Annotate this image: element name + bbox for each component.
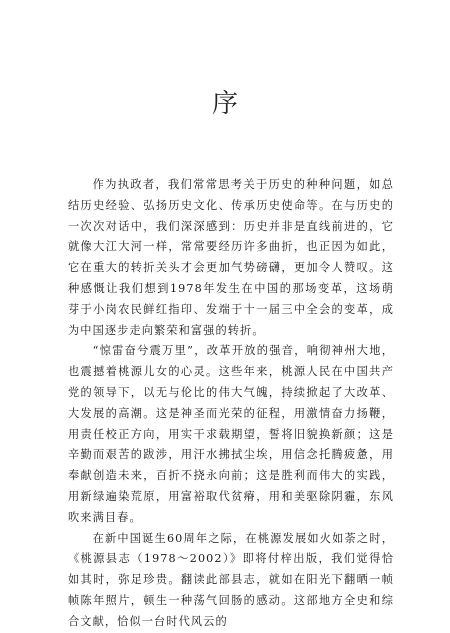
page-title: 序 — [211, 89, 238, 119]
paragraph-2: “惊雷奋兮震万里”，改革开放的强音，响彻神州大地，也震撼着桃源儿女的心灵。这些年来，桃源人民在中国共产党的领导下，以无与伦比的伟大气魄，持续掀起了大改革、大发展的高潮。这是神圣而光荣的征程，用激情奋力扬鞭，用责任校正方向，用实干求载期望，誓将旧貌换新颜；这是辛勤而艰苦的跋涉，用汗水拂拭尘埃，用信念托腾疲惫，用奉献创造未来，百折不挠永向前；这是胜利而伟大的实践，用新绿遍染荒原，用富裕取代贫瘠，用和美驱除阴霾，东风吹来满目春。 — [68, 344, 394, 524]
document-body — [68, 175, 394, 633]
paragraph-3: 在新中国诞生60周年之际，在桃源发展如火如荼之时，《桃源县志（1978～2002）》即将付梓出版，我们觉得恰如其时，弥足珍贵。翻读此部县志，就如在阳光下翻晒一帧帧陈年照片，顿生一种荡气回肠的感动。这部地方全史和综合文献，恰似一台时代风云的 — [68, 531, 394, 628]
paragraph-1: 作为执政者，我们常常思考关于历史的种种问题，如总结历史经验、弘扬历史文化、传承历史使命等。在与历史的一次次对话中，我们深深感到：历史并非是直线前进的，它就像大江大河一样，常常要经历许多曲折，也正因为如此，它在重大的转折关头才会更加气势磅礴，更加令人赞叹。这种感慨让我们想到1978年发生在中国的那场变革，这场萌芽于小岗农民鲜红指印、发端于十一届三中全会的变革，成为中国逐步走向繁荣和富强的转折。 — [68, 178, 394, 337]
